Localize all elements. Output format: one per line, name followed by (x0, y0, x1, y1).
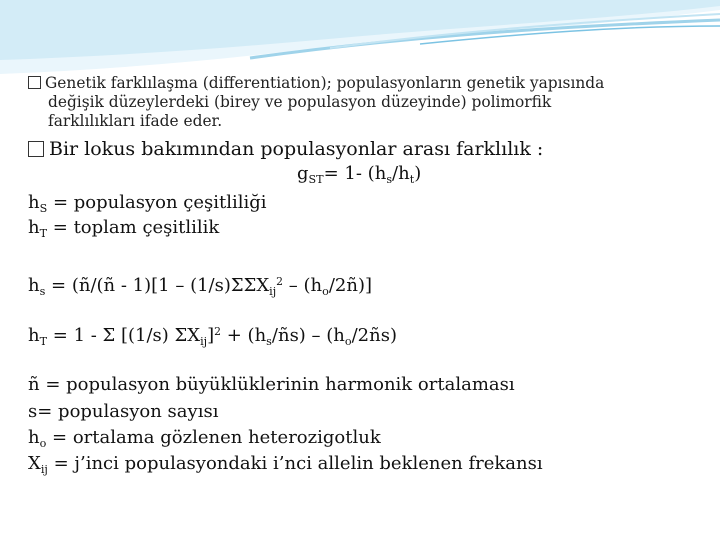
n-tilde-definition: ñ = populasyon büyüklüklerinin harmonik ortalaması (28, 374, 515, 395)
ht-subscript: T (39, 226, 48, 240)
ht-formula-sub-t: T (39, 334, 48, 348)
ht-formula-part5: /2ñs) (351, 324, 397, 346)
gst-slash: /h (392, 163, 410, 184)
bullet-between-population-difference (28, 137, 698, 161)
ht-symbol: h (28, 217, 40, 238)
bullet1-line-1: Genetik farklılaşma (differentiation); populasyonların genetik yapısında (45, 74, 605, 92)
bullet1-line-3: farklılıkları ifade eder. (48, 112, 223, 130)
gst-sub-t: t (409, 172, 415, 186)
square-bullet-icon (28, 76, 41, 89)
gst-formula (297, 163, 421, 191)
bullet2-text: Bir lokus bakımından populasyonlar arası farklılık : (49, 138, 544, 160)
ht-formula-part4: /ñs) – (h (271, 324, 345, 346)
ho-description: = ortalama gözlenen heterozigotluk (46, 427, 381, 448)
hs-formula-sub-s: s (39, 284, 46, 298)
ho-definition (28, 427, 381, 455)
bullet-genetic-differentiation (28, 74, 698, 131)
ho-symbol: h (28, 427, 40, 448)
ht-formula-sup2: 2 (214, 325, 222, 338)
ht-formula (28, 321, 397, 353)
ht-formula-sub-ij: ij (200, 334, 208, 348)
ht-description: = toplam çeşitlilik (47, 217, 220, 238)
xij-description: = j’inci populasyondaki i’nci allelin beklenen frekansı (47, 453, 543, 474)
ht-definition (28, 217, 219, 245)
hs-definition (28, 192, 267, 220)
gst-symbol: g (297, 163, 309, 184)
ho-subscript: o (39, 436, 47, 450)
xij-subscript: ij (40, 462, 48, 476)
square-bullet-icon (28, 141, 44, 157)
hs-formula-part2: – (h (283, 274, 323, 296)
gst-subscript: ST (308, 172, 324, 186)
hs-formula-sub-o: o (322, 284, 329, 298)
ht-formula-part1: = 1 - Σ [(1/s) ΣX (47, 324, 201, 346)
hs-formula-sub-ij: ij (269, 284, 277, 298)
hs-subscript: S (39, 201, 48, 215)
hs-formula-part3: /2ñ)] (328, 274, 372, 296)
hs-formula-part1: = (ñ/(ñ - 1)[1 – (1/s)ΣΣX (45, 274, 270, 296)
hs-formula-sup2: 2 (276, 275, 284, 288)
hs-formula (28, 271, 372, 303)
hs-formula-h: h (28, 274, 40, 296)
ht-formula-h: h (28, 324, 40, 346)
ht-formula-part2: ] (207, 324, 215, 346)
hs-description: = populasyon çeşitliliği (47, 192, 267, 213)
gst-close: ) (414, 163, 422, 184)
bullet1-line-2: değişik düzeylerdeki (birey ve populasyon düzeyinde) polimorfik (48, 93, 552, 111)
s-definition: s= populasyon sayısı (28, 401, 219, 422)
xij-definition (28, 453, 543, 481)
ht-formula-sub-o: o (344, 334, 352, 348)
gst-eq: = 1- (h (323, 163, 387, 184)
ht-formula-part3: + (h (221, 324, 267, 346)
hs-symbol: h (28, 192, 40, 213)
xij-symbol: X (28, 453, 41, 474)
gst-sub-s: s (386, 172, 393, 186)
ht-formula-sub-s: s (266, 334, 272, 348)
